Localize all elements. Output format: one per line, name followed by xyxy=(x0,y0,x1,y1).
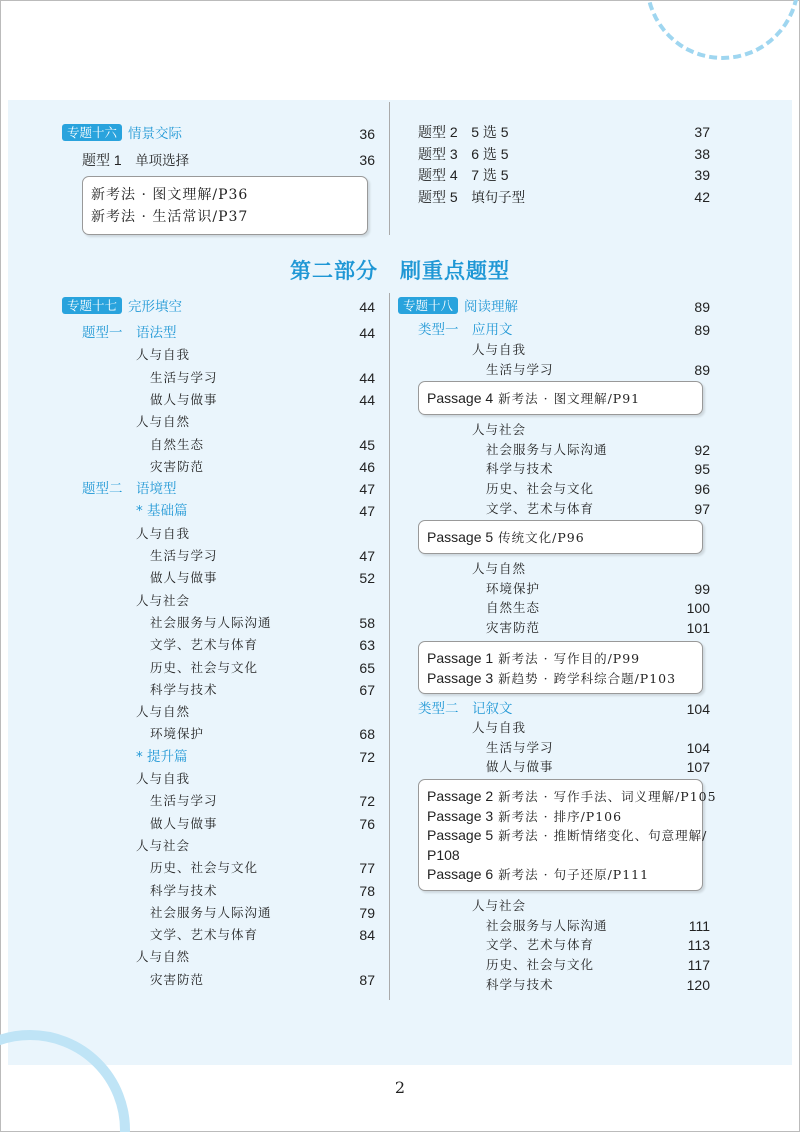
item-title: 科学与技术 xyxy=(150,882,218,898)
note-box xyxy=(418,381,703,415)
toc-item[interactable] xyxy=(150,724,375,744)
note-line: Passage 3 新考法 · 排序/P106 xyxy=(427,807,623,824)
item-title: 填句子型 xyxy=(471,190,526,206)
page-number: 77 xyxy=(359,860,375,877)
page-number: 101 xyxy=(686,620,710,637)
page-number: 37 xyxy=(694,124,710,140)
page-number-footer: 2 xyxy=(394,1078,406,1097)
toc-item[interactable] xyxy=(486,738,710,758)
item-title: 单项选择 xyxy=(135,153,190,169)
item-title: 做人与做事 xyxy=(150,570,218,586)
toc-item[interactable] xyxy=(486,440,710,460)
page-number: 120 xyxy=(686,976,710,993)
page-number: 96 xyxy=(694,481,710,498)
item-title: 文学、艺术与体育 xyxy=(150,637,259,653)
page-number: 89 xyxy=(694,299,710,315)
toc-topic-18[interactable] xyxy=(398,297,710,317)
item-title: 科学与技术 xyxy=(486,461,554,477)
toc-item[interactable] xyxy=(150,390,375,410)
item-title: 科学与技术 xyxy=(150,681,218,697)
page-number: 65 xyxy=(359,659,375,676)
page-number: 44 xyxy=(359,299,375,315)
page-number: 111 xyxy=(688,917,710,934)
toc-item[interactable] xyxy=(82,323,375,343)
topic-title: 完形填空 xyxy=(128,299,183,315)
item-title: 7 选 5 xyxy=(471,167,509,183)
item-title: 环境保护 xyxy=(486,580,541,596)
item-title: 社会服务与人际沟通 xyxy=(486,917,608,933)
page-number: 104 xyxy=(686,739,710,756)
item-title: 环境保护 xyxy=(150,726,205,742)
page-number: 95 xyxy=(694,461,710,478)
topic-badge: 专题十六 xyxy=(62,124,122,141)
item-title: 人与社会 xyxy=(136,837,191,853)
toc-item[interactable] xyxy=(472,718,710,738)
item-label: 题型 2 xyxy=(418,124,458,140)
item-title: * 提升篇 xyxy=(136,748,188,765)
toc-item[interactable] xyxy=(136,591,375,611)
note-line: 新考法 · 生活常识/P37 xyxy=(91,209,249,225)
item-title: 社会服务与人际沟通 xyxy=(486,441,608,457)
page-number: 97 xyxy=(694,500,710,517)
toc-item[interactable] xyxy=(418,165,710,185)
item-title: 历史、社会与文化 xyxy=(150,659,259,675)
page-number: 84 xyxy=(359,927,375,944)
toc-item[interactable] xyxy=(486,360,710,380)
page-number: 36 xyxy=(359,152,375,168)
note-line: Passage 4 新考法 · 图文理解/P91 xyxy=(427,390,641,406)
toc-item[interactable] xyxy=(418,187,710,207)
page-number: 68 xyxy=(359,726,375,743)
toc-item[interactable] xyxy=(150,435,375,455)
page-number: 117 xyxy=(687,957,710,974)
note-box xyxy=(82,176,368,235)
toc-topic-17[interactable] xyxy=(62,297,375,317)
toc-item[interactable] xyxy=(486,618,710,638)
item-label: 题型 4 xyxy=(418,167,458,183)
page-number: 92 xyxy=(694,441,710,458)
item-title: 生活与学习 xyxy=(150,369,218,385)
toc-item[interactable] xyxy=(150,925,375,945)
item-title: 题型二 语境型 xyxy=(82,481,177,498)
toc-item[interactable] xyxy=(150,658,375,678)
column-divider-main xyxy=(389,293,390,1000)
page-number: 44 xyxy=(359,369,375,386)
part-heading: 第二部分 刷重点题型 xyxy=(290,259,510,283)
page-number: 72 xyxy=(359,793,375,810)
toc-item[interactable] xyxy=(150,970,375,990)
page-number: 63 xyxy=(359,637,375,654)
toc-item[interactable] xyxy=(150,858,375,878)
toc-item[interactable] xyxy=(150,903,375,923)
page-number: 89 xyxy=(694,322,710,338)
item-title: 文学、艺术与体育 xyxy=(486,937,595,953)
item-title: 人与自我 xyxy=(136,771,191,786)
item-title: 人与自然 xyxy=(136,949,191,965)
toc-item[interactable] xyxy=(472,896,710,916)
item-title: 人与自然 xyxy=(472,561,527,576)
toc-topic-16[interactable] xyxy=(62,124,375,144)
page-number: 36 xyxy=(359,126,375,142)
toc-item[interactable] xyxy=(136,947,375,967)
page-number: 67 xyxy=(359,681,375,698)
toc-item[interactable] xyxy=(136,769,375,789)
page-number: 58 xyxy=(359,614,375,631)
toc-item[interactable] xyxy=(472,420,710,440)
toc-item[interactable] xyxy=(486,499,710,519)
toc-item[interactable] xyxy=(136,501,375,521)
note-box xyxy=(418,520,703,554)
item-title: * 基础篇 xyxy=(136,503,188,520)
item-title: 灾害防范 xyxy=(486,620,541,636)
page-number: 72 xyxy=(359,748,375,765)
column-divider-top xyxy=(389,102,390,235)
item-title: 做人与做事 xyxy=(150,815,218,831)
note-line: Passage 3 新趋势 · 跨学科综合题/P103 xyxy=(427,669,677,686)
toc-item[interactable] xyxy=(486,598,710,618)
item-title: 5 选 5 xyxy=(471,124,509,140)
topic-title: 阅读理解 xyxy=(464,299,519,315)
item-title: 人与自我 xyxy=(472,720,527,735)
page-number: 89 xyxy=(694,361,710,378)
page-number: 45 xyxy=(359,436,375,453)
item-title: 历史、社会与文化 xyxy=(486,957,595,973)
item-title: 生活与学习 xyxy=(150,548,218,563)
item-title: 人与社会 xyxy=(136,592,191,608)
note-box xyxy=(418,779,717,891)
item-title: 做人与做事 xyxy=(486,759,554,775)
item-label: 题型 1 xyxy=(82,152,122,168)
note-line: Passage 5 传统文化/P96 xyxy=(427,529,585,545)
item-title: 生活与学习 xyxy=(486,361,554,377)
topic-title: 情景交际 xyxy=(128,126,183,142)
item-title: 题型一 语法型 xyxy=(82,325,177,341)
toc-item[interactable] xyxy=(136,836,375,856)
item-title: 人与自然 xyxy=(136,704,191,720)
page-number: 46 xyxy=(359,458,375,475)
toc-item[interactable] xyxy=(150,457,375,477)
page-number: 99 xyxy=(694,580,710,597)
toc-item[interactable] xyxy=(472,340,710,360)
item-title: 自然生态 xyxy=(150,436,205,452)
toc-item[interactable] xyxy=(486,479,710,499)
item-title: 灾害防范 xyxy=(150,458,205,474)
toc-item[interactable] xyxy=(418,699,710,719)
item-title: 文学、艺术与体育 xyxy=(150,927,259,943)
toc-item[interactable] xyxy=(486,579,710,599)
page-number: 79 xyxy=(359,904,375,921)
item-title: 科学与技术 xyxy=(486,976,554,992)
toc-item[interactable] xyxy=(486,459,710,479)
item-title: 类型一 应用文 xyxy=(418,322,513,338)
note-box xyxy=(418,641,703,694)
toc-item[interactable] xyxy=(418,320,710,340)
page-number: 104 xyxy=(686,701,710,717)
toc-item[interactable] xyxy=(136,747,375,767)
note-line: Passage 5 新考法 · 推断情绪变化、句意理解/ xyxy=(427,827,708,843)
toc-item[interactable] xyxy=(136,345,375,365)
page-number: 76 xyxy=(359,815,375,832)
note-line: Passage 6 新考法 · 句子还原/P111 xyxy=(427,866,650,882)
toc-item[interactable] xyxy=(486,975,710,995)
page-number: 47 xyxy=(359,503,375,520)
page-number: 107 xyxy=(686,759,710,776)
item-title: 做人与做事 xyxy=(150,391,218,407)
item-title: 人与自我 xyxy=(472,342,527,357)
toc-item[interactable] xyxy=(486,916,710,936)
toc-item[interactable] xyxy=(418,122,710,142)
page-number: 38 xyxy=(694,146,710,162)
item-title: 人与自然 xyxy=(136,414,191,430)
toc-item[interactable] xyxy=(472,559,710,579)
note-line: P108 xyxy=(427,846,460,863)
toc-item[interactable] xyxy=(150,635,375,655)
page-number: 87 xyxy=(359,971,375,988)
item-title: 人与社会 xyxy=(472,898,527,913)
page-number: 42 xyxy=(694,189,710,205)
toc-item[interactable] xyxy=(486,955,710,975)
page-number: 52 xyxy=(359,570,375,587)
note-line: Passage 1 新考法 · 写作目的/P99 xyxy=(427,650,641,666)
toc-item[interactable] xyxy=(150,791,375,811)
toc-item[interactable] xyxy=(486,757,710,777)
item-label: 题型 5 xyxy=(418,189,458,205)
toc-item[interactable] xyxy=(150,814,375,834)
toc-item[interactable] xyxy=(418,144,710,164)
item-title: 人与自我 xyxy=(136,525,191,541)
toc-item[interactable] xyxy=(136,524,375,544)
item-title: 文学、艺术与体育 xyxy=(486,500,595,516)
item-label: 题型 3 xyxy=(418,146,458,162)
page-number: 47 xyxy=(359,481,375,498)
page-number: 44 xyxy=(359,325,375,341)
page-number: 113 xyxy=(687,937,710,954)
item-title: 类型二 记叙文 xyxy=(418,701,513,717)
item-title: 自然生态 xyxy=(486,600,541,616)
toc-item[interactable] xyxy=(150,613,375,633)
toc-item[interactable] xyxy=(150,546,375,566)
item-title: 6 选 5 xyxy=(471,146,509,162)
item-title: 社会服务与人际沟通 xyxy=(150,614,272,630)
toc-item[interactable] xyxy=(136,702,375,722)
item-title: 生活与学习 xyxy=(486,739,554,755)
item-title: 历史、社会与文化 xyxy=(486,481,595,497)
item-title: 生活与学习 xyxy=(150,793,218,809)
topic-badge: 专题十八 xyxy=(398,297,458,314)
toc-item[interactable] xyxy=(150,881,375,901)
toc-item[interactable] xyxy=(486,935,710,955)
page-number: 47 xyxy=(359,548,375,564)
page-number: 100 xyxy=(686,600,710,617)
item-title: 历史、社会与文化 xyxy=(150,860,259,876)
toc-item[interactable] xyxy=(82,150,375,170)
toc-item[interactable] xyxy=(136,412,375,432)
item-title: 人与自我 xyxy=(136,347,191,363)
page-number: 39 xyxy=(694,167,710,183)
note-line: Passage 2 新考法 · 写作手法、词义理解/P105 xyxy=(427,788,717,804)
toc-item[interactable] xyxy=(150,568,375,588)
note-line: 新考法 · 图文理解/P36 xyxy=(91,187,249,203)
toc-item[interactable] xyxy=(150,368,375,388)
topic-badge: 专题十七 xyxy=(62,297,122,314)
page-number: 44 xyxy=(359,391,375,408)
toc-item[interactable] xyxy=(150,680,375,700)
item-title: 社会服务与人际沟通 xyxy=(150,904,272,920)
page-number: 78 xyxy=(359,882,375,899)
toc-item[interactable] xyxy=(82,479,375,499)
item-title: 人与社会 xyxy=(472,422,527,437)
item-title: 灾害防范 xyxy=(150,971,205,987)
